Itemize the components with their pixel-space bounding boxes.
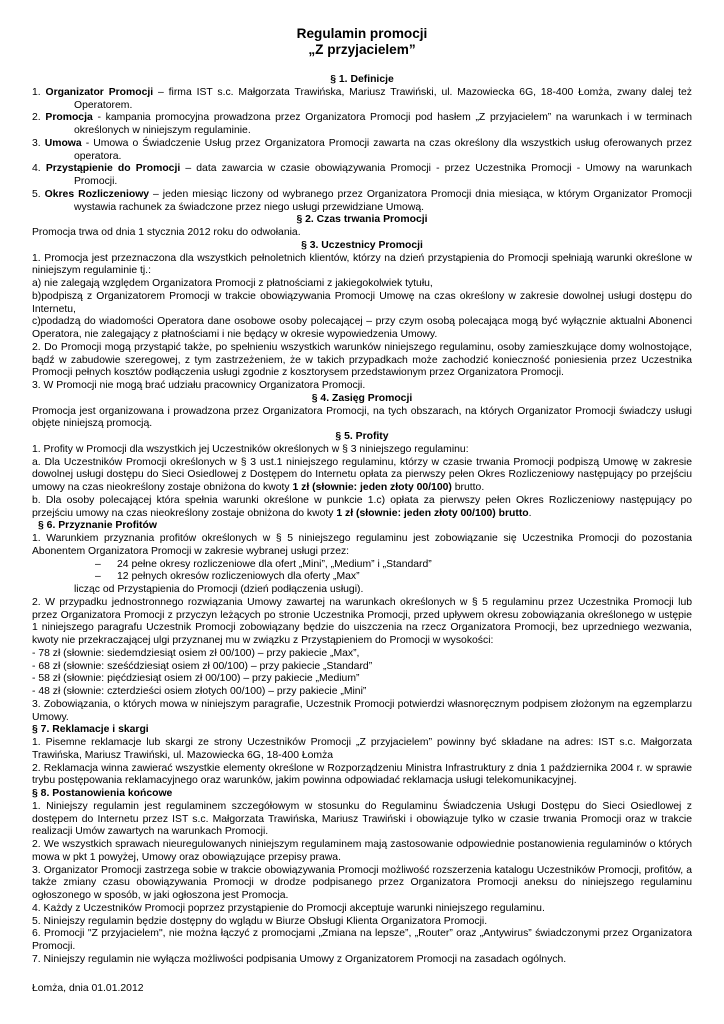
section-6-heading: § 6. Przyznanie Profitów	[38, 520, 157, 532]
paragraph: c)podadzą do wiadomości Operatora dane osobowe osoby polecającej – przy czym osobą polecająca mogą być wyłącznie aktualni Abonenci Operatora, nie zalegający z płatnościami i nie będący w okresie wypowiedzenia Umowy.	[32, 316, 692, 340]
definition-text: – firma IST s.c. Małgorzata Trawińska, Mariusz Trawiński, ul. Mazowiecka 6G, 18-400 Łomża, zwany dalej też Operatorem.	[74, 86, 692, 111]
paragraph	[32, 495, 692, 521]
definition-item	[32, 138, 692, 164]
paragraph-text: .	[528, 507, 532, 519]
paragraph: 5. Niniejszy regulamin będzie dostępny do wglądu w Biurze Obsługi Klienta Organizatora Promocji.	[32, 915, 488, 927]
section-2-text: Promocja trwa od dnia 1 stycznia 2012 roku do odwołania.	[32, 227, 301, 238]
item-number: 5.	[32, 188, 41, 200]
section-1-heading: § 1. Definicje	[330, 74, 394, 85]
section-5-heading: § 5. Profity	[335, 431, 389, 442]
definition-term: Okres Rozliczeniowy	[44, 188, 150, 200]
dash-bullet: –	[95, 571, 101, 583]
list-item: - 78 zł (słownie: siedemdziesiąt osiem zł 00/100) – przy pakiecie „Max”,	[32, 647, 360, 659]
list-item: - 58 zł (słownie: pięćdziesiąt osiem zł 00/100) – przy pakiecie „Medium”	[32, 673, 360, 685]
definition-item	[32, 112, 692, 138]
list-text: 24 pełne okresy rozliczeniowe dla ofert „Mini”, „Medium” i „Standard”	[117, 558, 432, 570]
paragraph: 2. We wszystkich sprawach nieuregulowanych niniejszym regulaminem mają zastosowanie odpowiednie postanowienia regulaminów o których mowa w pkt 1 powyżej, Umowy oraz obowiązujące przepisy prawa.	[32, 839, 692, 863]
paragraph: 1. Niniejszy regulamin jest regulaminem szczegółowym w stosunku do Regulaminu Świadczenia Usługi Dostępu do Sieci Osiedlowej z dostępem do Internetu przez IST s.c. Małgorzata Trawińska, Mariusz Trawiński i obowiązuje tylko w czasie trwania Promocji oraz w trakcie realizacji Umów zawartych na warunkach Promocji.	[32, 800, 692, 838]
dash-list-item	[32, 571, 692, 584]
paragraph: 2. W przypadku jednostronnego rozwiązania Umowy zawartej na warunkach określonych w § 5 regulaminu przez Uczestnika Promocji lub przez Organizatora Promocji z przyczyn leżących po stronie Uczestnika Promocji, przed upływem okresu zobowiązania określonego w ustępie 1 niniejszego paragrafu Uczestnik Promocji zobowiązany będzie do uiszczenia na rzecz Organizatora Promocji, bez uprzedniego wezwania, kwoty nie przekraczającej ulgi przyznanej mu w związku z Przystąpieniem do Promocji w wysokości:	[32, 596, 692, 646]
dash-list-item	[32, 559, 692, 572]
definition-term: Organizator Promocji	[45, 86, 154, 98]
item-number: 4.	[32, 163, 41, 175]
list-item: - 48 zł (słownie: czterdzieści osiem złotych 00/100) – przy pakiecie „Mini”	[32, 686, 367, 697]
definition-text: – jeden miesiąc liczony od wybranego przez Organizatora Promocji dnia miesiąca, w którym Organizator Promocji wystawia rachunek za świadczone przez niego usługi przewidziane Umową.	[74, 188, 692, 213]
paragraph: 2. Reklamacja winna zawierać wszystkie elementy określone w Rozporządzeniu Ministra Infrastruktury z dnia 1 października 2004 r. w sprawie trybu postępowania reklamacyjnego oraz warunków, jakim powinna odpowiadać reklamacja usługi telekomunikacyjnej.	[32, 762, 692, 787]
document-subtitle: „Z przyjacielem”	[308, 42, 416, 57]
paragraph: 1. Promocja jest przeznaczona dla wszystkich pełnoletnich klientów, którzy na dzień przystąpienia do Promocji spełniają warunki określone w niniejszym regulaminie tj.:	[32, 252, 692, 277]
definition-term: Przystąpienie do Promocji	[45, 163, 181, 175]
paragraph: 1. Warunkiem przyznania profitów określonych w § 5 niniejszego regulaminu jest zobowiązanie się Uczestnika Promocji do pozostania Abonentem Organizatora Promocji w zakresie wybranej usługi przez:	[32, 533, 692, 557]
paragraph: b)podpiszą z Organizatorem Promocji w trakcie obowiązywania Promocji Umowę na czas określony w zakresie dowolnej usługi dostępu do Internetu,	[32, 290, 692, 315]
paragraph: 7. Niniejszy regulamin nie wyłącza możliwości podpisania Umowy z Organizatorem Promocji na zasadach ogólnych.	[32, 953, 567, 965]
dash-bullet: –	[95, 558, 101, 570]
place-date: Łomża, dnia 01.01.2012	[32, 982, 144, 994]
section-3-heading: § 3. Uczestnicy Promocji	[301, 239, 423, 251]
item-number: 1.	[32, 86, 41, 98]
paragraph: 4. Każdy z Uczestników Promocji poprzez przystąpienie do Promocji akceptuje warunki niniejszego regulaminu.	[32, 902, 545, 914]
document-title: Regulamin promocji	[296, 26, 428, 41]
section-8-heading: § 8. Postanowienia końcowe	[32, 788, 173, 799]
paragraph-text: a. Dla Uczestników Promocji określonych w § 3 ust.1 niniejszego regulaminu, którzy w czasie trwania Promocji podpiszą Umowę w zakresie dowolnej usługi dostępu do Sieci Osiedlowej z Dostępem do Internetu opłata za pierwszy pełen Okres Rozliczeniowy następujący po przejściu umowy na czas nieokreślony zostaje obniżona do kwoty	[32, 456, 692, 493]
paragraph: 2. Do Promocji mogą przystąpić także, po spełnieniu wszystkich warunków niniejszego regulaminu, osoby zamieszkujące domy wolnostojące, bądź w zabudowie szeregowej, z tym zastrzeżeniem, że w takich przypadkach może zachodzić konieczność poniesienia przez Uczestnika Promocji pełnych kosztów podłączenia usługi zgodnie z kosztorysem przedstawionym przez Organizatora Promocji.	[32, 341, 692, 379]
indented-text: licząc od Przystąpienia do Promocji (dzień podłączenia usługi).	[74, 584, 364, 595]
paragraph: 1. Profity w Promocji dla wszystkich jej Uczestników określonych w § 3 niniejszego regulaminu:	[32, 443, 469, 455]
definition-item	[32, 87, 692, 113]
item-number: 2.	[32, 112, 41, 124]
paragraph-text: brutto.	[451, 482, 485, 493]
definition-text: - Umowa o Świadczenie Usług przez Organizatora Promocji zawarta na czas określony dla wszystkich usług oferowanych przez operatora.	[74, 137, 693, 162]
definition-text: – data zawarcia w czasie obowiązywania Promocji - przez Uczestnika Promocji - Umowy na warunkach Promocji.	[74, 163, 692, 187]
paragraph: 6. Promocji "Z przyjacielem", nie można łączyć z promocjami „Zmiana na lepsze”, „Router” oraz „Antywirus” świadczonymi przez Organizatora Promocji.	[32, 928, 692, 952]
list-item: - 68 zł (słownie: sześćdziesiąt osiem zł 00/100) – przy pakiecie „Standard”	[32, 660, 373, 672]
definition-text: - kampania promocyjna prowadzona przez Organizatora Promocji pod hasłem „Z przyjacielem” na warunkach i w terminach określonych w niniejszym regulaminie.	[74, 112, 692, 136]
paragraph: 3. Organizator Promocji zastrzega sobie w trakcie obowiązywania Promocji możliwość rozszerzenia katalogu Uczestników Promocji, profitów, a także zmiany czasu obowiązywania Promocji w drodze podpisanego przez Organizatora Promocji aneksu do niniejszego regulaminu ogłoszonego w sposób, w jaki ogłoszona jest Promocja.	[32, 864, 692, 901]
definition-term: Umowa	[44, 137, 82, 149]
bold-amount: 1 zł (słownie: jeden złoty 00/100) brutto	[336, 507, 529, 519]
definition-item	[32, 163, 692, 189]
section-2-heading: § 2. Czas trwania Promocji	[296, 214, 428, 226]
definition-term: Promocja	[45, 112, 93, 124]
list-text: 12 pełnych okresów rozliczeniowych dla oferty „Max”	[117, 571, 360, 583]
bold-amount: 1 zł (słownie: jeden złoty 00/100)	[292, 482, 452, 493]
title-block	[32, 26, 692, 58]
paragraph: 3. W Promocji nie mogą brać udziału pracownicy Organizatora Promocji.	[32, 380, 366, 391]
section-7-heading: § 7. Reklamacje i skargi	[32, 724, 149, 736]
paragraph: 3. Zobowiązania, o których mowa w niniejszym paragrafie, Uczestnik Promocji potwierdzi własnoręcznym podpisem złożonym na egzemplarzu Umowy.	[32, 698, 692, 723]
definition-item	[32, 189, 692, 215]
paragraph	[32, 457, 692, 495]
item-number: 3.	[32, 137, 41, 149]
paragraph: a) nie zalegają względem Organizatora Promocji z płatnościami z jakiegokolwiek tytułu,	[32, 278, 433, 289]
section-4-text: Promocja jest organizowana i prowadzona przez Organizatora Promocji, na tych obszarach, na których Organizator Promocji świadczy usługi objęte niniejszą promocją.	[32, 405, 692, 430]
section-4-heading: § 4. Zasięg Promocji	[311, 392, 413, 404]
paragraph: 1. Pisemne reklamacje lub skargi ze strony Uczestników Promocji „Z przyjacielem” powinny być składane na adres: IST s.c. Małgorzata Trawińska, Mariusz Trawiński, ul. Mazowiecka 6G, 18-400 Łomża	[32, 737, 692, 761]
paragraph-text: b. Dla osoby polecającej która spełnia warunki określone w punkcie 1.c) opłata za pierwszy pełen Okres Rozliczeniowy następujący po przejściu umowy na czas nieokreślony zostaje obniżona do kwoty	[32, 494, 692, 519]
